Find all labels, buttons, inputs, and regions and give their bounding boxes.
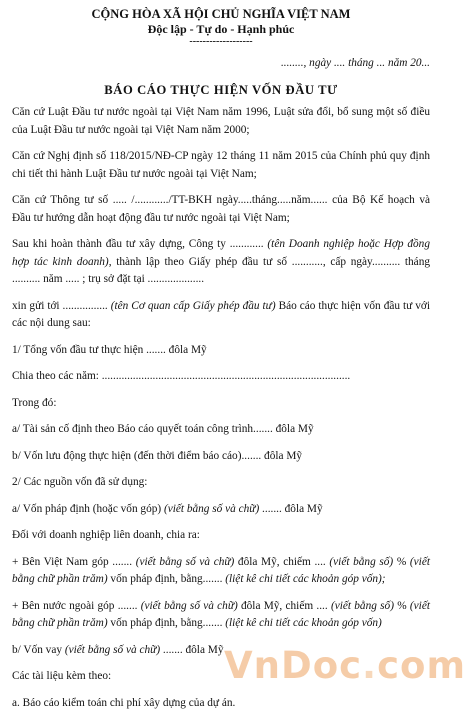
watermark-main: VnDoc bbox=[224, 644, 363, 687]
legal-capital-text: a/ Vốn pháp định (hoặc vốn góp) bbox=[12, 502, 164, 515]
fn-text-1: + Bên nước ngoài góp ....... bbox=[12, 599, 141, 612]
vn-hint-2: (viết bằng số) bbox=[329, 555, 394, 568]
recipient-paragraph bbox=[12, 298, 430, 333]
joint-venture-heading: Đối với doanh nghiệp liên doanh, chia ra: bbox=[12, 529, 200, 541]
vndoc-watermark-logo bbox=[224, 643, 466, 689]
vietnam-contribution bbox=[12, 554, 430, 589]
in-which-label: Trong đó: bbox=[12, 396, 57, 409]
fn-hint-2: (viết bằng số) bbox=[330, 599, 394, 612]
working-capital: b/ Vốn lưu động thực hiện (đến thời điểm báo cáo)....... đôla Mỹ bbox=[12, 449, 303, 462]
vn-text-2: đôla Mỹ, chiếm .... bbox=[234, 555, 330, 568]
vn-text-4: vốn pháp định, bằng....... bbox=[107, 573, 226, 585]
loan-text: b/ Vốn vay bbox=[12, 643, 65, 656]
fixed-assets: a/ Tài sản cố định theo Báo cáo quyết toán công trình....... đôla Mỹ bbox=[12, 423, 314, 435]
total-investment: 1/ Tổng vốn đầu tư thực hiện ....... đôla Mỹ bbox=[12, 343, 207, 356]
fn-hint-3: (viết bằng chữ phần trăm) bbox=[12, 599, 430, 629]
basis-law: Căn cứ Luật Đầu tư nước ngoài tại Việt Nam năm 1996, Luật sửa đổi, bổ sung một số điều của Luật Đầu tư nước ngoài tại Việt Nam năm 2000; bbox=[12, 106, 430, 136]
watermark-dot: . bbox=[362, 644, 378, 687]
vn-text-1: + Bên Việt Nam góp ....... bbox=[12, 555, 136, 568]
country-name: CỘNG HÒA XÃ HỘI CHỦ NGHĨA VIỆT NAM bbox=[91, 7, 351, 21]
vn-hint-1: (viết bằng số và chữ) bbox=[135, 555, 235, 568]
attachment-audit-report: a. Báo cáo kiểm toán chi phí xây dựng của dự án. bbox=[12, 696, 236, 709]
foreign-contribution bbox=[12, 598, 430, 633]
vn-hint-4: (liệt kê chi tiết các khoản góp vốn); bbox=[225, 573, 386, 585]
fn-text-3: % bbox=[393, 599, 410, 612]
capital-sources-heading: 2/ Các nguồn vốn đã sử dụng: bbox=[12, 476, 148, 488]
document-title: BÁO CÁO THỰC HIỆN VỐN ĐẦU TƯ bbox=[104, 83, 338, 97]
header-separator: ------------------- bbox=[189, 36, 253, 47]
company-text-2: , thành lập theo Giấy phép đầu tư số ..........., cấp ngày.......... tháng .......... năm ..... ; trụ sở đặt tại .................... bbox=[12, 255, 430, 285]
vn-text-3: % bbox=[393, 555, 410, 568]
legal-capital-unit: ....... đôla Mỹ bbox=[259, 502, 323, 515]
recipient-text-2: Báo cáo thực hiện vốn đầu tư với các nội dung sau: bbox=[12, 299, 430, 329]
company-text-1: Sau khi hoàn thành đầu tư xây dựng, Công ty ............ bbox=[12, 238, 268, 250]
date-line: ........, ngày .... tháng ... năm 20... bbox=[280, 57, 430, 69]
fn-text-4: vốn pháp định, bằng....... bbox=[107, 617, 226, 629]
recipient-text-1: xin gửi tới ................ bbox=[12, 299, 111, 312]
vn-hint-3: (viết bằng chữ phần trăm) bbox=[12, 555, 430, 585]
basis-circular: Căn cứ Thông tư số ..... /............/TT-BKH ngày.....tháng.....năm...... của Bộ Kế hoạch và Đầu tư hướng dẫn hoạt động đầu tư nước ngoài tại Việt Nam; bbox=[12, 194, 430, 224]
fn-hint-4: (liệt kê chi tiết các khoản góp vốn) bbox=[225, 617, 382, 629]
company-hint: (tên Doanh nghiệp hoặc Hợp đồng hợp tác kinh doanh) bbox=[12, 238, 430, 268]
split-by-year: Chia theo các năm: ........................................................................................ bbox=[12, 370, 351, 382]
legal-capital-hint: (viết bằng số và chữ) bbox=[163, 502, 260, 515]
legal-capital bbox=[12, 501, 430, 519]
fn-hint-1: (viết bằng số và chữ) bbox=[140, 599, 238, 612]
fn-text-2: đôla Mỹ, chiếm .... bbox=[237, 599, 331, 612]
recipient-hint: (tên Cơ quan cấp Giấy phép đầu tư) bbox=[110, 299, 276, 312]
loan-hint: (viết bằng số và chữ) bbox=[64, 643, 161, 656]
document-page bbox=[12, 6, 430, 721]
loan-unit: ....... đôla Mỹ bbox=[160, 643, 224, 656]
company-paragraph bbox=[12, 236, 430, 289]
watermark-tld: com bbox=[377, 644, 466, 687]
national-motto: Độc lập - Tự do - Hạnh phúc bbox=[147, 22, 295, 36]
attachments-heading: Các tài liệu kèm theo: bbox=[12, 670, 112, 682]
basis-decree: Căn cứ Nghị định số 118/2015/NĐ-CP ngày 12 tháng 11 năm 2015 của Chính phủ quy định chi tiết thi hành Luật Đầu tư nước ngoài tại Việt Nam; bbox=[12, 150, 430, 180]
